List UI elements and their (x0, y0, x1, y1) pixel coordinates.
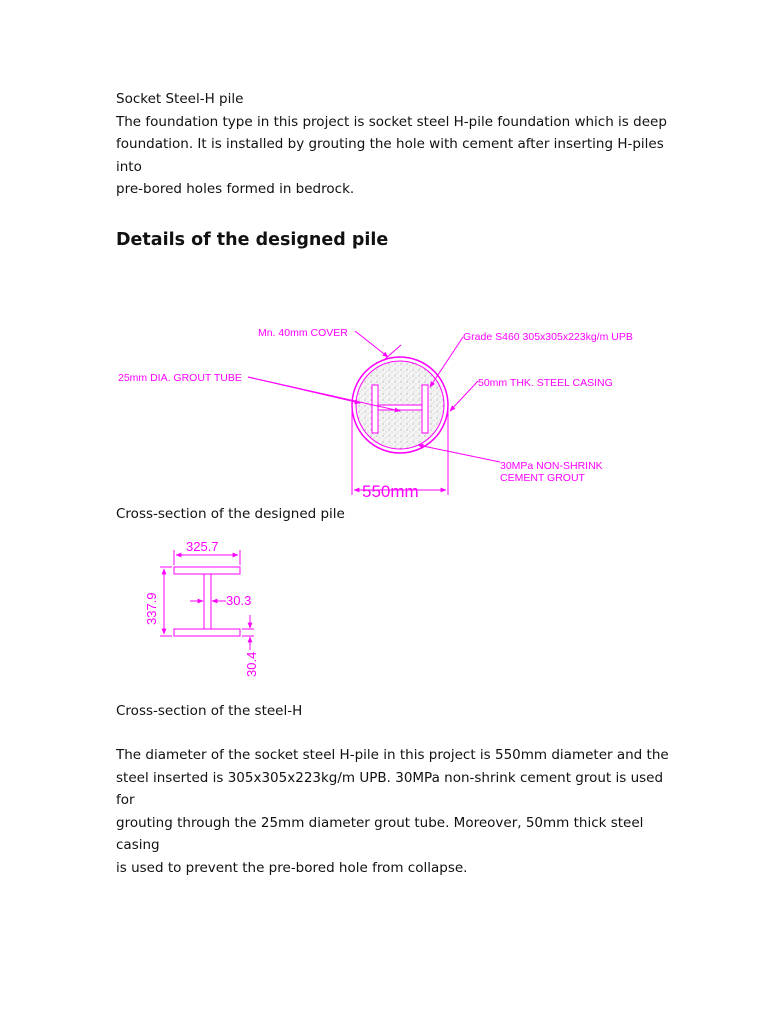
flange-width-label: 325.7 (186, 539, 219, 554)
summary-line: The diameter of the socket steel H-pile in this project is 550mm diameter and the (116, 747, 669, 763)
cover-label: Mn. 40mm COVER (258, 327, 348, 339)
intro-line: The foundation type in this project is socket steel H-pile foundation which is deep (116, 113, 667, 130)
intro-line: foundation. It is installed by grouting the hole with cement after inserting H-piles into (116, 136, 664, 175)
depth-label: 337.9 (144, 592, 159, 625)
summary-line: steel inserted is 305x305x223kg/m UPB. 30MPa non-shrink cement grout is used for (116, 769, 664, 808)
grade-label: Grade S460 305x305x223kg/m UPB (463, 331, 633, 343)
web-label: 30.3 (226, 593, 252, 608)
intro-section (116, 88, 676, 201)
section-heading: Details of the designed pile (116, 230, 389, 250)
grout-tube-label: 25mm DIA. GROUT TUBE (118, 372, 242, 384)
grout-label-line2: CEMENT GROUT (500, 472, 585, 484)
steel-h-caption: Cross-section of the steel-H (116, 703, 303, 719)
grout-label-line1: 30MPa NON-SHRINK (500, 460, 603, 472)
steel-h-drawing (140, 535, 280, 685)
pile-caption: Cross-section of the designed pile (116, 506, 345, 522)
intro-line: pre-bored holes formed in bedrock. (116, 181, 355, 197)
flange-thickness-label: 30.4 (244, 651, 259, 677)
pile-cross-section-drawing (100, 315, 660, 505)
summary-line: is used to prevent the pre-bored hole from collapse. (116, 859, 468, 876)
summary-line: grouting through the 25mm diameter grout tube. Moreover, 50mm thick steel casing (116, 814, 644, 853)
casing-label: 50mm THK. STEEL CASING (478, 377, 613, 389)
diameter-label: 550mm (362, 482, 419, 501)
summary-section (116, 744, 676, 879)
intro-title: Socket Steel-H pile (116, 91, 244, 107)
